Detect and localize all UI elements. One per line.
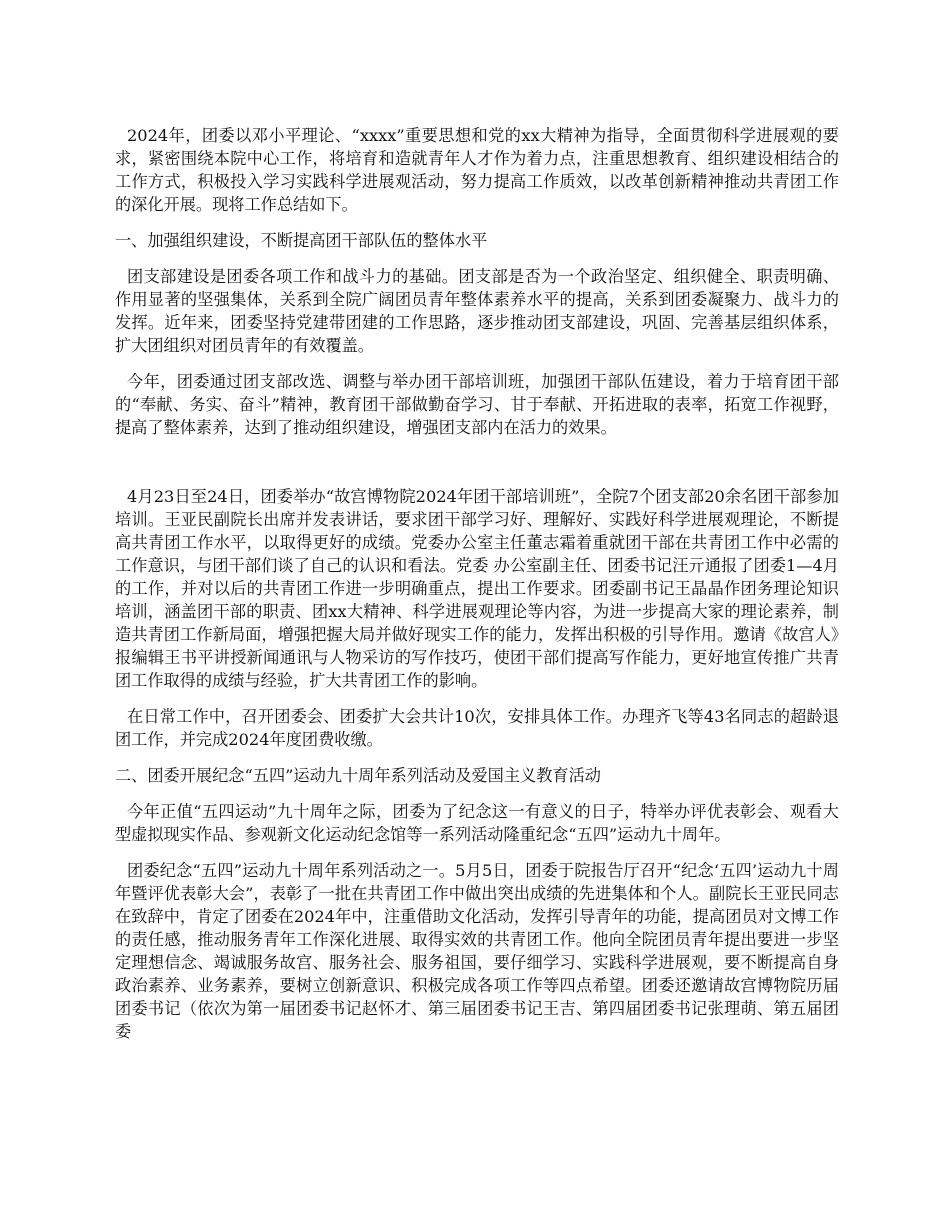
blank-gap (115, 452, 839, 485)
body-paragraph: 4月23日至24日，团委举办“故宫博物院2024年团干部培训班”，全院7个团支部20余名团干部参加培训。王亚民副院长出席并发表讲话，要求团干部学习好、理解好、实践好科学进展观理论，不断提高共青团工作水平，以取得更好的成绩。党委办公室主任董志霜着重就团干部在共青团工作中必需的工作意识，与团干部们谈了自己的认识和看法。党委 办公室副主任、团委书记汪亓通报了团委1—4月的工作，并对以后的共青团工作进一步明确重点，提出工作要求。团委副书记王晶晶作团务理论知识培训，涵盖团干部的职责、团xx大精神、科学进展观理论等内容，为进一步提高大家的理论素养，制造共青团工作新局面，增强把握大局并做好现实工作的能力，发挥出积极的引导作用。邀请《故宫人》报编辑王书平讲授新闻通讯与人物采访的写作技巧，使团干部们提高写作能力，更好地宣传推广共青团工作取得的成绩与经验，扩大共青团工作的影响。 (115, 487, 839, 690)
document-body (115, 124, 839, 1056)
body-paragraph: 团委纪念“五四”运动九十周年系列活动之一。5月5日，团委于院报告厅召开“纪念‘五四’运动九十周年暨评优表彰大会”，表彰了一批在共青团工作中做出突出成绩的先进集体和个人。副院长王亚民同志在致辞中，肯定了团委在2024年中，注重借助文化活动，发挥引导青年的功能，提高团员对文博工作的责任感，推动服务青年工作深化进展、取得实效的共青团工作。他向全院团员青年提出要进一步坚定理想信念、竭诚服务故宫、服务社会、服务祖国，要仔细学习、实践科学进展观，要不断提高自身政治素养、业务素养，要树立创新意识、积极完成各项工作等四点希望。团委还邀请故宫博物院历届团委书记（依次为第一届团委书记赵怀才、第三届团委书记王吉、第四届团委书记张理萌、第五届团委 (115, 861, 839, 1041)
body-paragraph: 今年，团委通过团支部改选、调整与举办团干部培训班，加强团干部队伍建设，着力于培育团干部的“奉献、务实、奋斗”精神，教育团干部做勤奋学习、甘于奉献、开拓进取的表率，拓宽工作视野，提高了整体素养，达到了推动组织建设，增强团支部内在活力的效果。 (115, 372, 839, 437)
section-heading-1: 一、加强组织建设，不断提高团干部队伍的整体水平 (115, 231, 488, 250)
intro-paragraph: 2024年，团委以邓小平理论、“xxxx”重要思想和党的xx大精神为指导，全面贯彻科学进展观的要求，紧密围绕本院中心工作，将培育和造就青年人才作为着力点，注重思想教育、组织建设相结合的工作方式，积极投入学习实践科学进展观活动，努力提高工作质效，以改革创新精神推动共青团工作的深化开展。现将工作总结如下。 (115, 126, 839, 214)
body-paragraph: 今年正值“五四运动”九十周年之际，团委为了纪念这一有意义的日子，特举办评优表彰会、观看大型虚拟现实作品、参观新文化运动纪念馆等一系列活动隆重纪念“五四”运动九十周年。 (115, 802, 839, 844)
section-heading-2: 二、团委开展纪念“五四”运动九十周年系列活动及爱国主义教育活动 (115, 766, 601, 785)
body-paragraph: 在日常工作中，召开团委会、团委扩大会共计10次，安排具体工作。办理齐飞等43名同志的超龄退团工作，并完成2024年度团费收缴。 (115, 707, 839, 749)
body-paragraph: 团支部建设是团委各项工作和战斗力的基础。团支部是否为一个政治坚定、组织健全、职责明确、作用显著的坚强集体，关系到全院广阔团员青年整体素养水平的提高，关系到团委凝聚力、战斗力的发挥。近年来，团委坚持党建带团建的工作思路，逐步推动团支部建设，巩固、完善基层组织体系，扩大团组织对团员青年的有效覆盖。 (115, 267, 839, 355)
